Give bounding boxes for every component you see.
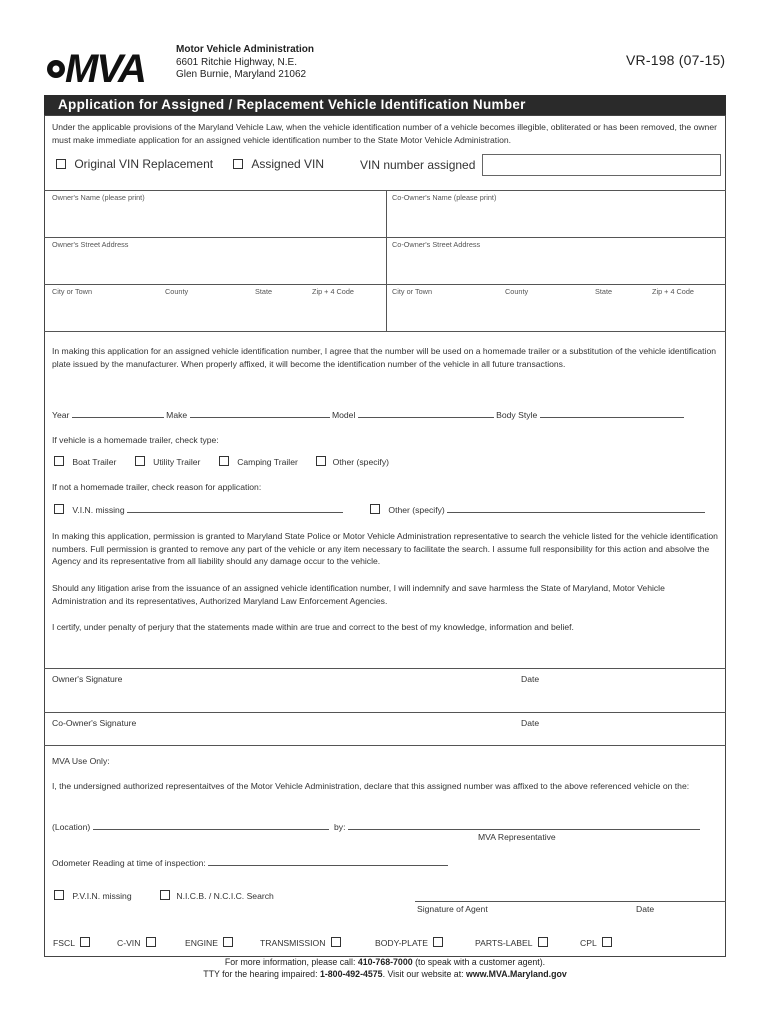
parts-label-option xyxy=(475,937,548,950)
boat-trailer-checkbox[interactable] xyxy=(54,456,64,466)
mva-representative-label: MVA Representative xyxy=(478,832,556,842)
cvin-checkbox[interactable] xyxy=(146,937,156,947)
coowner-signature-field[interactable]: Co-Owner's Signature xyxy=(52,718,137,728)
divider xyxy=(44,712,726,713)
tty-number: 1-800-492-4575 xyxy=(319,969,383,979)
location-row xyxy=(52,820,700,834)
coowner-county-field[interactable]: County xyxy=(505,287,529,296)
mva-logo xyxy=(45,40,173,86)
body-style-label: Body Style xyxy=(496,410,538,420)
reason-other-label: Other (specify) xyxy=(388,505,445,515)
agent-signature-input[interactable] xyxy=(415,901,726,902)
owner-state-field[interactable]: State xyxy=(255,287,273,296)
form-number: VR-198 (07-15) xyxy=(626,52,726,68)
reason-other-checkbox[interactable] xyxy=(370,504,380,514)
vin-missing-checkbox[interactable] xyxy=(54,504,64,514)
coowner-street-field[interactable]: Co-Owner's Street Address xyxy=(392,240,481,249)
permission-text: In making this application, permission is granted to Maryland State Police or Motor Vehicle Administration representative to search the vehicle listed for the vehicle identification numbers. Full permission is granted to remove any part of the vehicle or any item necessary to facilitate the search. I assume full responsibility for this action and absolve the Agency and its representative from all liability should any damage occur to the vehicle. xyxy=(52,531,718,567)
pvin-option xyxy=(54,890,132,903)
divider xyxy=(44,237,726,238)
other-trailer-checkbox[interactable] xyxy=(316,456,326,466)
vin-missing-input[interactable] xyxy=(127,503,343,513)
year-input[interactable] xyxy=(72,408,164,418)
body-plate-option xyxy=(375,937,443,950)
footer-text: TTY for the hearing impaired: xyxy=(203,969,320,979)
cpl-checkbox[interactable] xyxy=(602,937,612,947)
make-input[interactable] xyxy=(190,408,330,418)
owner-name-field[interactable]: Owner's Name (please print) xyxy=(52,193,145,202)
vin-number-input[interactable] xyxy=(482,154,721,176)
agreement-text: In making this application for an assigned vehicle identification number, I agree that the number will be used on a homemade trailer or a substitution of the vehicle identification plate issued by the manufacturer. When properly affixed, it will become the identification number of the vehicle in all future transactions. xyxy=(52,346,717,369)
agency-address-1: 6601 Ritchie Highway, N.E. xyxy=(176,56,297,68)
coowner-state-field[interactable]: State xyxy=(595,287,613,296)
transmission-option xyxy=(260,937,341,950)
camping-trailer-checkbox[interactable] xyxy=(219,456,229,466)
divider xyxy=(44,331,726,332)
owner-date-field[interactable]: Date xyxy=(521,674,540,684)
coowner-name-field[interactable]: Co-Owner's Name (please print) xyxy=(392,193,497,202)
vin-original-checkbox[interactable] xyxy=(56,159,66,169)
utility-trailer-checkbox[interactable] xyxy=(135,456,145,466)
footer-text: For more information, please call: xyxy=(224,957,358,967)
location-label: (Location) xyxy=(52,822,91,832)
footer-phone-line xyxy=(0,957,770,967)
fscl-label: FSCL xyxy=(53,938,75,948)
website-link[interactable]: www.MVA.Maryland.gov xyxy=(466,969,567,979)
owner-city-field[interactable]: City or Town xyxy=(52,287,93,296)
by-label: by: xyxy=(334,822,346,832)
vin-number-label: VIN number assigned xyxy=(360,158,476,172)
owner-street-field[interactable]: Owner's Street Address xyxy=(52,240,129,249)
vehicle-row xyxy=(52,408,720,422)
make-label: Make xyxy=(166,410,188,420)
owner-signature-field[interactable]: Owner's Signature xyxy=(52,674,123,684)
body-plate-label: BODY-PLATE xyxy=(375,938,429,948)
cpl-option xyxy=(580,937,612,950)
agent-signature-label: Signature of Agent xyxy=(417,904,488,914)
owner-zip-field[interactable]: Zip + 4 Code xyxy=(312,287,354,296)
reason-other-row xyxy=(370,503,705,517)
nicb-search-label: N.I.C.B. / N.C.I.C. Search xyxy=(176,891,274,901)
parts-label-label: PARTS-LABEL xyxy=(475,938,533,948)
transmission-checkbox[interactable] xyxy=(331,937,341,947)
divider xyxy=(44,745,726,746)
camping-trailer-label: Camping Trailer xyxy=(237,457,298,467)
agency-name: Motor Vehicle Administration xyxy=(176,44,314,55)
form-title: Application for Assigned / Replacement Vehicle Identification Number xyxy=(44,95,726,115)
fscl-option xyxy=(53,937,90,950)
cvin-label: C-VIN xyxy=(117,938,141,948)
boat-trailer-label: Boat Trailer xyxy=(72,457,117,467)
body-plate-checkbox[interactable] xyxy=(433,937,443,947)
reason-vin-row xyxy=(54,503,343,517)
intro-text: Under the applicable provisions of the Maryland Vehicle Law, when the vehicle identification number of a vehicle becomes illegible, obliterated or has been removed, the owner must make immediate application for an assigned vehicle identification number to the State Motor Vehicle Administration. xyxy=(52,122,717,145)
reason-prompt: If not a homemade trailer, check reason for application: xyxy=(52,482,262,492)
indemnity-text: Should any litigation arise from the issuance of an assigned vehicle identification number, I will indemnify and save harmless the State of Maryland, Motor Vehicle Administration and its representatives, Authorized Maryland Law Enforcement Agencies. xyxy=(52,583,665,606)
trailer-options xyxy=(54,456,654,469)
vin-assigned-option[interactable] xyxy=(233,157,324,171)
model-input[interactable] xyxy=(358,408,494,418)
cpl-label: CPL xyxy=(580,938,597,948)
year-label: Year xyxy=(52,410,70,420)
agency-address-2: Glen Burnie, Maryland 21062 xyxy=(176,69,307,80)
utility-trailer-label: Utility Trailer xyxy=(153,457,201,467)
certify-text: I certify, under penalty of perjury that the statements made within are true and correct to the best of my knowledge, information and belief. xyxy=(52,622,574,632)
odometer-input[interactable] xyxy=(208,856,448,866)
body-style-input[interactable] xyxy=(540,408,684,418)
odometer-label: Odometer Reading at time of inspection: xyxy=(52,858,206,868)
mva-declaration-text: I, the undersigned authorized representaitves of the Motor Vehicle Administration, declare that this assigned number was affixed to the above referenced vehicle on the: xyxy=(52,781,690,791)
pvin-missing-label: P.V.I.N. missing xyxy=(72,891,132,901)
odometer-row xyxy=(52,856,448,870)
engine-checkbox[interactable] xyxy=(223,937,233,947)
footer-tty-line xyxy=(0,969,770,979)
engine-label: ENGINE xyxy=(185,938,218,948)
nicb-search-checkbox[interactable] xyxy=(160,890,170,900)
mva-representative-input[interactable] xyxy=(348,820,700,830)
phone-number: 410-768-7000 xyxy=(357,957,413,967)
divider xyxy=(44,284,726,285)
agency-block xyxy=(176,44,314,82)
vin-assigned-checkbox[interactable] xyxy=(233,159,243,169)
reason-other-input[interactable] xyxy=(447,503,705,513)
model-label: Model xyxy=(331,410,356,420)
transmission-label: TRANSMISSION xyxy=(260,938,326,948)
divider xyxy=(386,190,387,331)
mva-use-heading: MVA Use Only: xyxy=(52,756,110,766)
logo-text: MVA xyxy=(65,47,145,86)
pvin-missing-checkbox[interactable] xyxy=(54,890,64,900)
divider xyxy=(44,668,726,669)
fscl-checkbox[interactable] xyxy=(80,937,90,947)
nicb-option xyxy=(160,890,274,903)
other-trailer-label: Other (specify) xyxy=(332,457,389,467)
agent-date-label: Date xyxy=(636,904,655,914)
vin-assigned-label: Assigned VIN xyxy=(251,157,325,171)
vin-original-option[interactable] xyxy=(56,157,213,171)
footer-text: . Visit our website at: xyxy=(382,969,467,979)
vin-missing-label: V.I.N. missing xyxy=(72,505,125,515)
engine-option xyxy=(185,937,233,950)
coowner-date-field[interactable]: Date xyxy=(521,718,540,728)
location-input[interactable] xyxy=(93,820,329,830)
logo-wheel-icon xyxy=(47,60,65,78)
parts-label-checkbox[interactable] xyxy=(538,937,548,947)
owner-county-field[interactable]: County xyxy=(165,287,189,296)
footer-text: (to speak with a customer agent). xyxy=(412,957,546,967)
divider xyxy=(44,190,726,191)
cvin-option xyxy=(117,937,156,950)
coowner-zip-field[interactable]: Zip + 4 Code xyxy=(652,287,694,296)
trailer-prompt: If vehicle is a homemade trailer, check type: xyxy=(52,435,219,445)
vin-original-label: Original VIN Replacement xyxy=(74,157,214,171)
coowner-city-field[interactable]: City or Town xyxy=(392,287,433,296)
